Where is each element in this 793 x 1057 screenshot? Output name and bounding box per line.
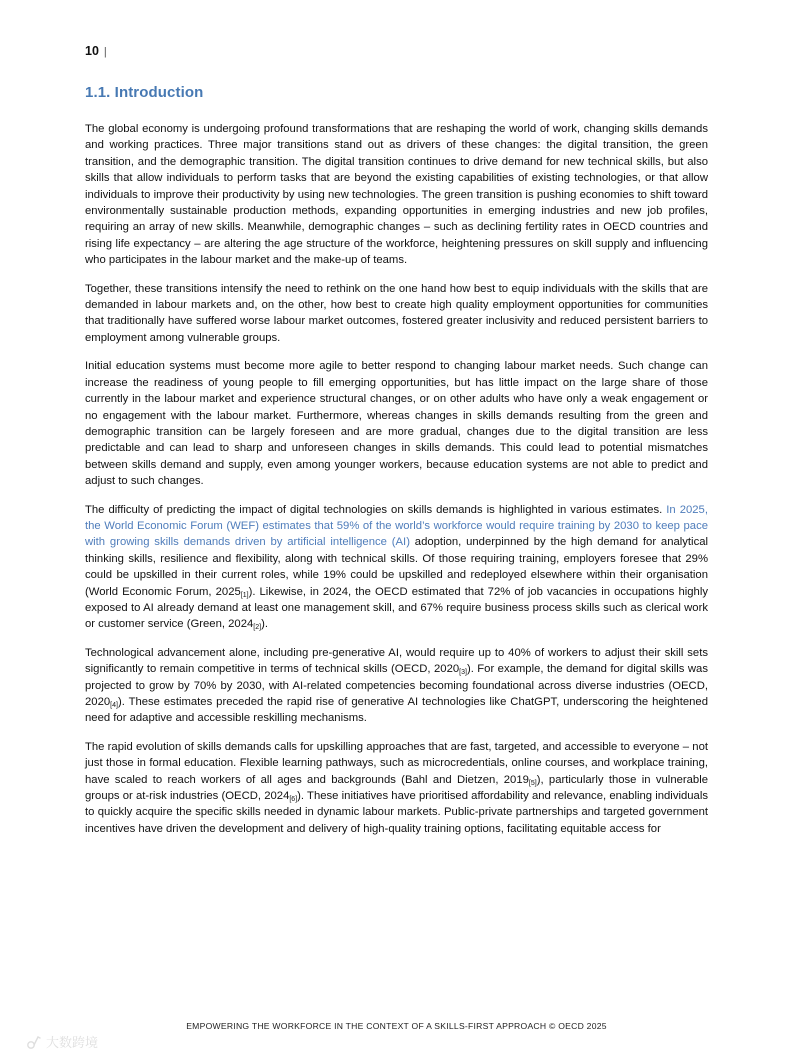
- reference-subscript: [5]: [528, 779, 537, 787]
- watermark: [26, 1032, 98, 1051]
- text-run: The global economy is undergoing profound transformations that are reshaping the world of work, changing skills demands and working practices. Three major transitions stand out as drivers of these changes: the digital transition, the green transition, and the demographic transition. The digital transition continues to drive demand for new technical skills, but also skills that allow individuals to perform tasks that are beyond the existing capabilities of existing technologies, or that allow individuals to improve their productivity by using new technologies. The green transition is pushing economies to shift toward environmentally sustainable production methods, expanding opportunities in emerging industries and new job profiles, requiring an array of new skills. Meanwhile, demographic changes – such as declining fertility rates in OECD countries and rising life expectancy – are altering the age structure of the workforce, heightening pressures on skill supply and influencing who participates in the labour market and the make-up of teams.: [85, 123, 708, 267]
- text-run: ).: [261, 618, 268, 631]
- paragraph: [85, 502, 708, 633]
- text-run: ). These estimates preceded the rapid rise of generative AI technologies like ChatGPT, underscoring the heightened need for adaptive and accessible reskilling mechanisms.: [85, 696, 708, 725]
- text-run: Technological advancement alone, including pre-generative AI, would require up to 40% of workers to adjust their skill sets significantly to remain competitive in terms of technical skills (OECD, 2020: [85, 646, 708, 676]
- page-footer: [0, 1021, 793, 1031]
- reference-subscript: [6]: [289, 796, 298, 804]
- paragraph: [85, 739, 708, 837]
- text-run: The difficulty of predicting the impact of digital technologies on skills demands is highlighted in various estimates.: [85, 503, 667, 516]
- paragraph: [85, 281, 708, 347]
- text-run: ), particularly those in vulnerable groups or at-risk industries (OECD, 2024: [85, 773, 708, 803]
- inline-highlighted-text: In 2025, the World Economic Forum (WEF) estimates that 59% of the world’s workforce would require training by 2030 to keep pace with growing skills demands driven by artificial intelligence (AI): [85, 503, 708, 549]
- text-run: The rapid evolution of skills demands calls for upskilling approaches that are fast, targeted, and accessible to everyone – not just those in formal education. Flexible learning pathways, such as microcredentials, online courses, and workplace training, have scaled to reach workers of all ages and backgrounds (Bahl and Dietzen, 2019: [85, 740, 708, 786]
- footer-text: EMPOWERING THE WORKFORCE IN THE CONTEXT OF A SKILLS-FIRST APPROACH © OECD 2025: [186, 1021, 607, 1031]
- text-run: Together, these transitions intensify the need to rethink on the one hand how best to equip individuals with the skills that are demanded in labour markets and, on the other, how best to create high quality employment opportunities for communities that traditionally have suffered worse labour market outcomes, fostered greater inclusivity and reduced persistent barriers to employment among vulnerable groups.: [85, 282, 708, 344]
- paragraph: [85, 121, 708, 269]
- reference-subscript: [1]: [240, 591, 249, 599]
- reference-subscript: [3]: [459, 669, 467, 677]
- reference-subscript: [2]: [253, 624, 262, 632]
- text-run: ). These initiatives have prioritised affordability and relevance, enabling individuals to quickly acquire the specific skills needed in dynamic labour markets. Public-private partnerships and targeted government incentives have driven the development and delivery of high-quality training options, facilitating equitable access for: [85, 790, 708, 835]
- text-run: ). For example, the demand for digital skills was projected to grow by 70% by 2030, with AI-related competencies becoming foundational across diverse industries (OECD, 2020: [85, 663, 708, 708]
- text-run: Initial education systems must become more agile to better respond to changing labour market needs. Such change can increase the readiness of young people to fill emerging opportunities, but has little impact on the large share of those currently in the labour market and experience structural changes, or on other adults who have only a weak engagement or no engagement with the labour market. Furthermore, whereas changes in skills demands resulting from the green and demographic transition can be largely foreseen and are more gradual, changes due to the digital transition are less predictable and can lead to sharp and unforeseen changes in skills demands. This could lead to potential mismatches between skills demand and supply, even among younger workers, because education systems are not able to predict and adjust to such changes.: [85, 360, 708, 488]
- body-text: [85, 121, 708, 837]
- text-run: adoption, underpinned by the high demand for analytical thinking skills, resilience and flexibility, along with technical skills. Of those requiring training, employers foresee that 29% could be upskilled in their current roles, while 19% could be upskilled and redeployed elsewhere within their organisation (World Economic Forum, 2025: [85, 536, 709, 598]
- reference-subscript: [4]: [110, 702, 118, 709]
- paragraph: [85, 358, 708, 489]
- text-run: ). Likewise, in 2024, the OECD estimated that 72% of job vacancies in occupations highly exposed to AI already demand at least one management skill, and 67% require business process skills such as clerical work or customer service (Green, 2024: [85, 585, 708, 631]
- watermark-logo-icon: [26, 1034, 42, 1050]
- page-number-separator: |: [103, 46, 107, 58]
- page-number: 10: [85, 44, 99, 58]
- section-heading: 1.1. Introduction: [85, 84, 204, 101]
- page-header: [85, 44, 708, 58]
- paragraph: [85, 645, 708, 727]
- watermark-text: 大数跨境: [46, 1035, 99, 1050]
